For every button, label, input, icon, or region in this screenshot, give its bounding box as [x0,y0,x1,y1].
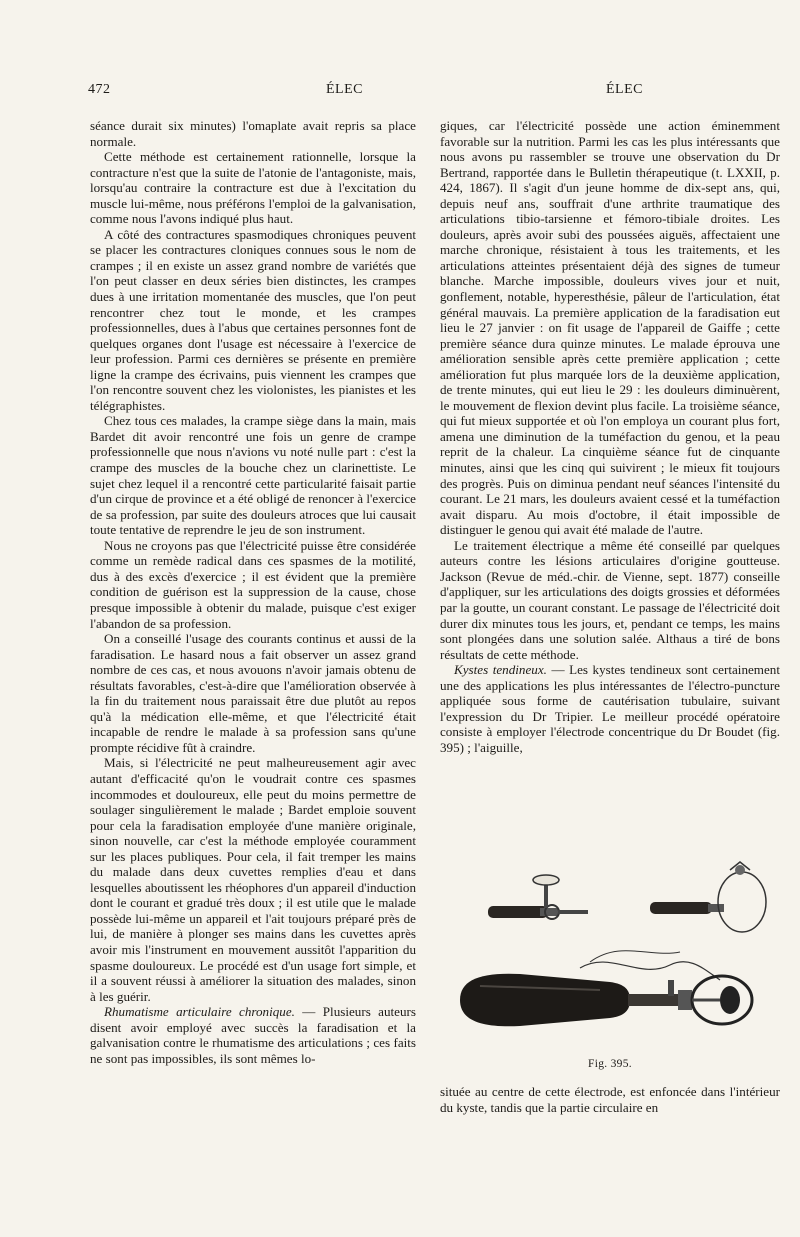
paragraph-text: Mais, si l'électricité ne peut malheureusement agir avec autant d'efficacité qu'on le voudrait contre ces spasmes incommodes et douloureux, elle peut du moins permettre de soulager singulièrement le malade ; Bardet emploie souvent pour cela la faradisation employée d'une manière originale, sinon nouvelle, car c'est la méthode employée couramment sur les places publiques. Pour cela, il fait tremper les mains du malade dans deux cuvettes remplies d'eau et dans lesquelles aboutissent les rhéophores d'un appareil d'induction dont le courant et gradué très doux ; il est utile que le malade possède lui-même un appareil et l'ait toujours préparé près de lui, de manière à plonger ses mains dans les cuvettes après avoir mis l'instrument en mouvement aussitôt l'apparition du spasme douloureux. Le procédé est d'un usage fort simple, et il a souvent réussi à améliorer la situation des malades, sinon à les guérir. [90,755,416,1004]
figure-caption: Fig. 395. [588,1058,632,1070]
paragraph-text: séance durait six minutes) l'omaplate avait repris sa place normale. [90,118,416,149]
running-header [88,82,778,104]
right-column [440,118,780,755]
paragraph [90,755,416,1004]
running-title-right: ÉLEC [606,82,643,97]
paragraph [90,413,416,537]
figure-electrode [440,840,780,1080]
small-electrode-left [488,875,588,919]
paragraph-text: A côté des contractures spasmodiques chroniques peuvent se placer les contractures cloniques connues sous le nom de crampes ; il en existe un assez grand nombre de variétés que l'on peut classer en deux séries bien distinctes, les crampes dues à une irritation momentanée des muscles, que l'on peut rencontrer chez tout le monde, et les crampes professionnelles, dues à l'abus que certaines personnes font de quelques organes dont l'usage est nécessaire à l'exercice de leur profession. Parmi ces dernières se présente en première ligne la crampe des écrivains, puis viennent les crampes que l'on rencontre souvent chez les violonistes, les pianistes et les télégraphistes. [90,226,416,413]
paragraph-text: — Plusieurs auteurs disent avoir employé avec succès la faradisation et la galvanisation contre le rhumatisme des articulations ; ces faits ne sont pas impossibles, ils sont mêmes lo- [90,1004,416,1066]
paragraph [440,538,780,662]
section-heading: Rhumatisme articulaire chronique. [104,1004,295,1020]
running-title-left: ÉLEC [326,82,363,97]
paragraph [90,538,416,631]
right-column-continuation [440,1084,780,1115]
small-electrode-right [650,862,766,932]
large-electrode-handle [460,974,752,1027]
paragraph [90,118,416,149]
paragraph-text: — Les kystes tendineux sont certainement une des applications les plus intéressantes de l'électro-puncture appliquée sous forme de cautérisation tubulaire, suivant l'expression du Dr Tripier. Le meilleur procédé opératoire consiste à employer l'électrode concentrique du Dr Boudet (fig. 395) ; l'aiguille, [440,662,780,755]
page-number: 472 [88,82,111,97]
section-heading: Kystes tendineux. [454,662,547,678]
paragraph: située au centre de cette électrode, est enfoncée dans l'intérieur du kyste, tandis que la partie circulaire en [440,1084,780,1115]
electrode-illustration [440,840,780,1050]
paragraph-text: Chez tous ces malades, la crampe siège dans la main, mais Bardet dit avoir rencontré une fois un genre de crampe professionnelle que nous n'avions vu noté nulle part : c'est la crampe des muscles de la bouche chez un clarinettiste. Le sujet chez lequel il a rencontré cette particularité faisait partie d'un cirque de province et a été obligé de renoncer à l'exercice de sa profession, par suite des douleurs atroces que lui causait toute tentative de reprendre le jeu de son instrument. [90,413,416,538]
paragraph [90,631,416,755]
paragraph-text: Nous ne croyons pas que l'électricité puisse être considérée comme un remède radical dans ces spasmes de la motilité, dus à des excès d'exercice ; il est évident que la première condition de guérison est la suppression de la cause, chose presque impossible à obtenir du malade, puisque c'est exiger l'abandon de sa profession. [90,537,416,631]
paragraph [440,662,780,755]
paragraph-text: On a conseillé l'usage des courants continus et aussi de la faradisation. Le hasard nous a fait observer un assez grand nombre de ces cas, et nous avouons n'avoir jamais obtenu de résultats favorables, c'est-à-dire que l'amélioration observée à la fin du traitement nous paraissait être due plutôt au repos qu'à la médication elle-même, et que l'électricité était incapable de rendre le malade à sa profession sans qu'une prompte récidive fût à craindre. [90,631,416,755]
paragraph-text: Cette méthode est certainement rationnelle, lorsque la contracture n'est que la suite de l'atonie de l'antagoniste, mais, lorsqu'au contraire la contracture est due à l'excitation du muscle lui-même, nous préférons l'emploi de la galvanisation, comme nous l'avons indiqué plus haut. [90,149,416,227]
paragraph [440,118,780,538]
left-column [90,118,416,1066]
paragraph-text: giques, car l'électricité possède une action éminemment favorable sur la nutrition. Parmi les cas les plus intéressants que nous avons pu rassembler se trouve une observation du Dr Bertrand, rapportée dans le Bulletin thérapeutique (t. LXXII, p. 424, 1867). Il s'agit d'un jeune homme de dix-sept ans, qui, depuis neuf ans, souffrait d'une arthrite traumatique des articulations tibio-tarsienne et fémoro-tibiale droites. Les douleurs, après avoir subi des poussées aiguës, affectaient une marche chronique, résistaient à tous les traitements, et les articulations atteintes présentaient déjà des signes de tumeur blanche. Marche impossible, douleurs vives jour et nuit, gonflement, notable, hyperesthésie, pâleur de l'articulation, état général mauvais. La première application de la faradisation eut lieu le 27 janvier : on fit usage de l'appareil de Gaiffe ; cette première séance dura quinze minutes. Le malade éprouva une amélioration sensible après cette première application ; cette amélioration fut plus marquée lors de la deuxième application, de trente minutes, qui eut lieu le 29 : les douleurs diminuèrent, le mouvement de flexion devint plus facile. La troisième séance, qui fut mieux supportée et où l'on employa un courant plus fort, amena une diminution de la tuméfaction du genou, et la peau reprit de la chaleur. La cinquième séance fut de cinquante minutes, ainsi que les cinq qui suivirent ; le mieux fit toujours des progrès. Puis on diminua pendant neuf séances l'intensité du courant. Le 21 mars, les douleurs avaient cessé et la tuméfaction avait disparu. Au mois d'octobre, il était impossible de distinguer le genou qui avait été malade de l'autre. [440,118,780,538]
paragraph [90,227,416,414]
paragraph [90,1004,416,1066]
paragraph [90,149,416,227]
paragraph-text: Le traitement électrique a même été conseillé par quelques auteurs contre les lésions articulaires d'origine goutteuse. Jackson (Revue de méd.-chir. de Vienne, sept. 1877) conseille d'appliquer, sur les articulations des doigts grossies et déformées par la goutte, un courant constant. Le passage de l'électricité doit durer dix minutes tous les jours, et, pendant ce temps, les mains sont plongées dans une solution salée. Althaus a tiré de bons résultats de cette méthode. [440,537,780,662]
